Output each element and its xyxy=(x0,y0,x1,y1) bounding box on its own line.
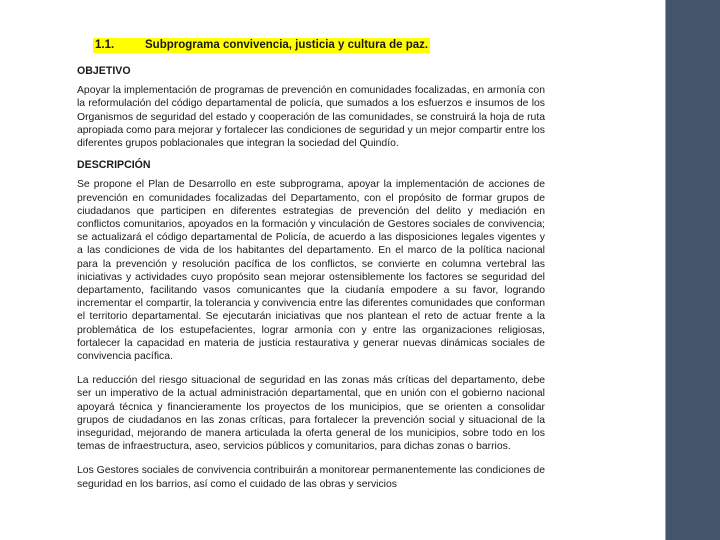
document-page xyxy=(77,38,545,502)
objective-paragraph: Apoyar la implementación de programas de prevención en comunidades focalizadas, en armonía con la reformulación del código departamental de policía, que sumados a los esfuerzos e insumos de los Organismos de seguridad del estado y cooperación de las comunidades, se construirá la hoja de ruta apropiada como para mejorar y fortalecer las condiciones de seguridad y un mejor compartir entre los diferentes grupos poblacionales que integran la sociedad del Quindío. xyxy=(77,85,545,150)
description-paragraph: Los Gestores sociales de convivencia contribuirán a monitorear permanentemente las condiciones de seguridad en los barrios, así como el cuidado de las obras y servicios xyxy=(77,465,545,490)
section-title: Subprograma convivencia, justicia y cultura de paz. xyxy=(145,39,429,51)
description-paragraph: La reducción del riesgo situacional de seguridad en las zonas más críticas del departamento, debe ser un imperativo de la actual administración departamental, que en unión con el gobierno nacional apoyará técnica y financieramente los proyectos de los municipios, que se orienten a consolidar grupos de ciudadanos en las zonas críticas, para fortalecer la prevención social y situacional de la inseguridad, mejorando de manera articulada la oferta general de los municipios, sobre todo en los temas de infraestructura, aseo, servicios públicos y comunitarios, para dichas zonas o barrios. xyxy=(77,375,545,453)
description-heading: DESCRIPCIÓN xyxy=(77,159,151,172)
objective-heading: OBJETIVO xyxy=(77,65,131,77)
section-number: 1.1. xyxy=(95,39,115,51)
side-accent-bar xyxy=(665,0,720,540)
description-paragraph: Se propone el Plan de Desarrollo en este subprograma, apoyar la implementación de acciones de prevención en comunidades focalizadas del Departamento, con el propósito de formar grupos de ciudadanos que participen en diferentes estrategias de prevención del delito y mediación en conflictos comunitarios, apoyados en la formación y vinculación de Gestores sociales de convivencia; se actualizará el código departamental de Policía, de acuerdo a las disposiciones legales vigentes y a las condiciones de vida de los habitantes del departamento. En el marco de la política nacional para la prevención y resolución pacífica de los conflictos, se convierte en columna vertebral las iniciativas y actividades cuyo propósito sean mejorar ostensiblemente los factores se seguridad del departamento, facilitando vasos comunicantes que la ciudanía empodere a su favor, logrando incrementar el compartir, la tolerancia y convivencia entre las diferentes comunidades que conforman el territorio departamental. Se ejecutarán iniciativas que nos plantean el reto de actuar frente a la problemática de los estupefacientes, lograr armonía con y entre las organizaciones religiosas, fortalecer la capacidad en materia de justicia restaurativa y generar nuevas dinámicas sociales de convivencia pacífica. xyxy=(77,179,545,363)
section-heading xyxy=(93,38,430,53)
